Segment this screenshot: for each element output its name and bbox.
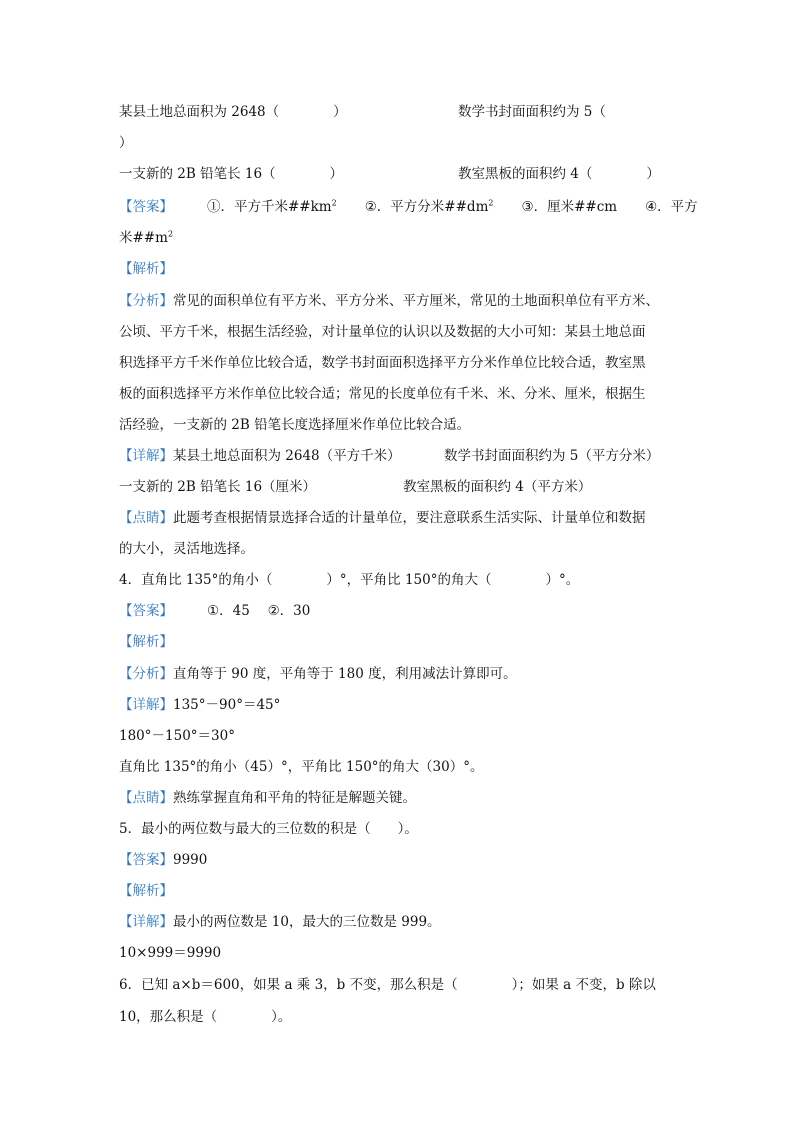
q3-dianjing-l1: 【点睛】此题考查根据情景选择合适的计量单位，要注意联系生活实际、计量单位和数据 (119, 510, 646, 526)
q3-xiangjie-l2b: 教室黑板的面积约 4（平方米） (403, 479, 592, 495)
q3-answer-4a: ④．平方 (645, 199, 698, 215)
q4-xiangjie: 【详解】135°－90°＝45° (119, 697, 281, 713)
q4-dianjing: 【点睛】熟练掌握直角和平角的特征是解题关键。 (119, 790, 416, 806)
q3-fenxi-l3: 积选择平方千米作单位比较合适，数学书封面面积选择平方分米作单位比较合适，教室黑 (119, 355, 646, 371)
q3-row2-right: 教室黑板的面积约 4（ ） (458, 166, 660, 182)
q3-fenxi-l5: 活经验，一支新的 2B 铅笔长度选择厘米作单位比较合适。 (119, 417, 471, 433)
q4-analysis-tag: 【解析】 (119, 634, 173, 650)
q5-question: 5．最小的两位数与最大的三位数的积是（ ）。 (119, 821, 418, 837)
q3-xiangjie-l1b: 数学书封面面积约为 5（平方分米） (444, 448, 660, 464)
q3-row2-left: 一支新的 2B 铅笔长 16（ ） (119, 166, 344, 182)
q3-row1-right: 数学书封面面积约为 5（ (458, 104, 606, 120)
q3-answer-4b: 米##m (119, 230, 168, 246)
q4-answer-line: 【答案】 ①．45 ②．30 (119, 603, 311, 619)
q3-answer-line2: 米$\#\#m^2$ (119, 229, 174, 246)
q3-fenxi-l4: 板的面积选择平方米作单位比较合适；常见的长度单位有千米、米、分米、厘米，根据生 (119, 386, 646, 402)
q6-line2: 10，那么积是（ ）。 (119, 1009, 292, 1025)
q6-line1: 6．已知 a×b＝600，如果 a 乘 3，b 不变，那么积是（ ）；如果 a 不变，b 除以 (119, 977, 656, 993)
q4-fenxi: 【分析】直角等于 90 度，平角等于 180 度，利用减法计算即可。 (119, 666, 517, 682)
q3-fenxi-l2: 公顷、平方千米，根据生活经验，对计量单位的认识以及数据的大小可知：某县土地总面 (119, 324, 646, 340)
q3-answer-1: ①．平方千米##km (207, 199, 332, 215)
q3-row1-left: 某县土地总面积为 2648（ ） (119, 104, 347, 120)
answer-tag: 【答案】 (119, 199, 173, 215)
q3-xiangjie-l2a: 一支新的 2B 铅笔长 16（厘米） (119, 479, 317, 495)
q4-question: 4．直角比 135°的角小（ ）°，平角比 150°的角大（ ）°。 (119, 572, 580, 588)
q3-answer-3: ③．厘米##cm (521, 199, 618, 215)
q5-calc: 10×999＝9990 (119, 945, 222, 961)
q4-calc2: 180°－150°＝30° (119, 728, 235, 744)
q3-row1-wrap: ） (119, 135, 133, 151)
q3-dianjing-l2: 的大小，灵活地选择。 (119, 541, 254, 557)
q5-analysis-tag: 【解析】 (119, 883, 173, 899)
q3-xiangjie-l1: 【详解】某县土地总面积为 2648（平方千米） (119, 448, 401, 464)
q3-answer-2: ②．平方分米##dm (364, 199, 489, 215)
q5-answer-line: 【答案】9990 (119, 852, 208, 868)
q3-analysis-tag: 【解析】 (119, 261, 173, 277)
q4-result: 直角比 135°的角小（45）°，平角比 150°的角大（30）°。 (119, 759, 484, 775)
q3-fenxi-l1: 【分析】常见的面积单位有平方米、平方分米、平方厘米，常见的土地面积单位有平方米、 (119, 293, 659, 309)
q3-answer-line: 【答案】 ①．平方千米$\#\#km^2$ ②．平方分米$\#\#dm^2$ ③．厘米##cm ④．平方 (119, 198, 698, 215)
q5-xiangjie: 【详解】最小的两位数是 10，最大的三位数是 999。 (119, 914, 441, 930)
